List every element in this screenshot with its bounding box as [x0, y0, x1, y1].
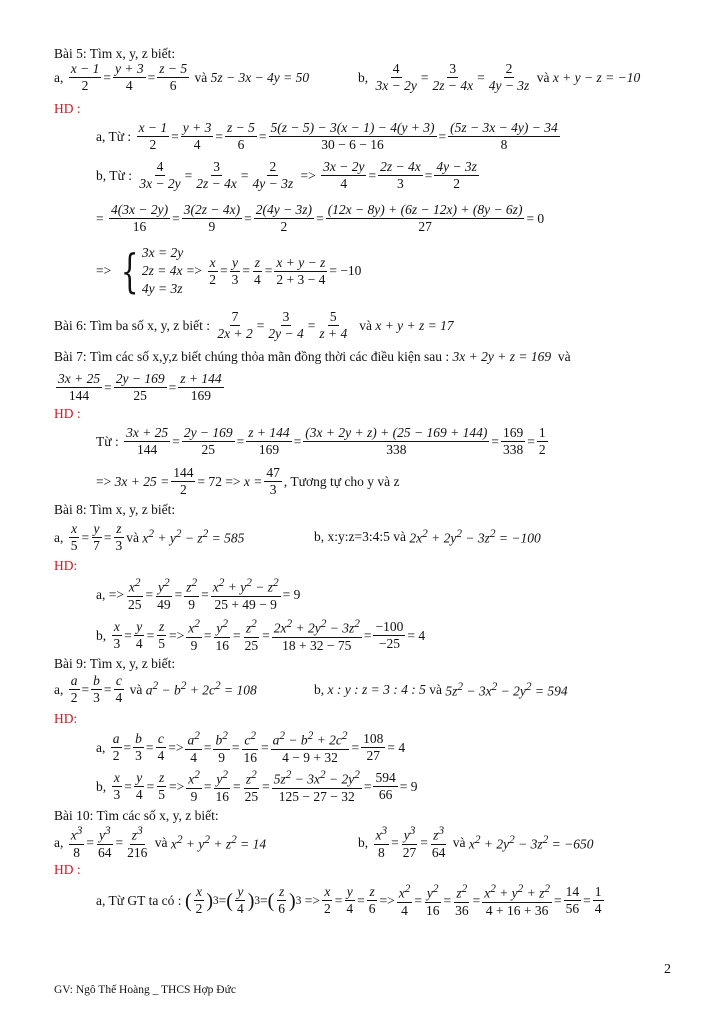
bai8-part-b: b, x:y:z=3:4:5 và $2x^2 + 2y^2 - 3z^2 = -100$: [314, 528, 541, 546]
bai5-solution-b2: = $\frac{4(3x - 2y)}{16}$ = $\frac{3(2z - 4x)}{9}$ = $\frac{2(4y - 3z)}{2}$ = $\frac{(12x - 8y) + (6z - 12x) + (8y - 6z)}{27}$ = 0: [96, 202, 545, 235]
bai8-part-a: a, $\frac{x}{5}$ = $\frac{y}{7}$ = $\frac{z}{3}$ và $x^2 + y^2 - z^2 = 585$: [54, 521, 245, 554]
bai10-part-b: b, $\frac{x^3}{8}$ = $\frac{y^3}{27}$ = $\frac{z^3}{64}$ và $x^2 + 2y^2 - 3z^2 = -650$: [358, 825, 594, 860]
bai10-solution-a: a, Từ GT ta có : ( $\frac{x}{2}$ ) 3 = ( $\frac{y}{4}$ ) 3 = ( $\frac{z}{6}$ ) 3 => $\frac{x}{2}$ = $\frac{y}{4}$ = $\frac{z}{6}$ => $\frac{x^2}{4}$ = $\frac{y^2}{16}$ = $\frac{z^2}{36}$ = $\frac{x^2 + y^2 + z^2}{4 + 16 + 36}$ = $\frac{14}{56}$ = $\frac{1}{4}$: [96, 883, 602, 918]
bai5-solution-b3: => { 3x = 2y 2z = 4x 4y = 3z => $\frac{x}{2}$ = $\frac{y}{3}$ = $\frac{z}{4}$ = $\frac{x + y - z}{2 + 3 - 4}$ = −10: [96, 243, 362, 298]
bai5-part-b: b, $\frac{4}{3x - 2y}$ = $\frac{3}{2z - 4x}$ = $\frac{2}{4y - 3z}$ và x + y − z = −10: [358, 61, 641, 94]
bai10-part-a: a, $\frac{x^3}{8}$ = $\frac{y^3}{64}$ = $\frac{z^3}{216}$ và $x^2 + y^2 + z^2 = 14$: [54, 825, 267, 860]
bai5-solution-a: a, Từ : $\frac{x - 1}{2}$ = $\frac{y + 3}{4}$ = $\frac{z - 5}{6}$ = $\frac{5(z - 5) - 3(x - 1) - 4(y + 3)}{30 - 6 - 16}$ = $\frac{(5z - 3x - 4y) - 34}{8}$: [96, 120, 558, 153]
bai5-part-a: a, $\frac{x - 1}{2}$ = $\frac{y + 3}{4}$ = $\frac{z - 5}{6}$ và 5z − 3x − 4y = 50: [54, 61, 310, 94]
bai8-solution-b: b, $\frac{x}{3}$ = $\frac{y}{4}$ = $\frac{z}{5}$ => $\frac{x^2}{9}$ = $\frac{y^2}{16}$ = $\frac{z^2}{25}$ = $\frac{2x^2 + 2y^2 - 3z^2}{18 + 32 - 75}$ = $\frac{-100}{-25}$ = 4: [96, 618, 426, 653]
bai5-solution-b1: b, Từ : $\frac{4}{3x - 2y}$ = $\frac{3}{2z - 4x}$ = $\frac{2}{4y - 3z}$ => $\frac{3x - 2y}{4}$ = $\frac{2z - 4x}{3}$ = $\frac{4y - 3z}{2}$: [96, 159, 477, 192]
bai7-solution-1: Từ : $\frac{3x + 25}{144}$ = $\frac{2y - 169}{25}$ = $\frac{z + 144}{169}$ = $\frac{(3x + 2y + z) + (25 - 169 + 144)}{338}$ = $\frac{169}{338}$ = $\frac{1}{2}$: [96, 425, 546, 458]
footer-author: GV: Ngô Thế Hoàng _ THCS Hợp Đức: [54, 984, 236, 996]
bai10-title: Bài 10: Tìm các số x, y, z biết:: [54, 808, 219, 823]
bai9-part-b: b, x : y : z = 3 : 4 : 5 và $5z^2 - 3x^2 - 2y^2 = 594$: [314, 681, 568, 699]
bai8-solution-a: a, => $\frac{x^2}{25}$ = $\frac{y^2}{49}$ = $\frac{z^2}{9}$ = $\frac{x^2 + y^2 - z^2}{25 + 49 - 9}$ = 9: [96, 577, 301, 612]
hd-label: HD:: [54, 558, 78, 573]
hd-label: HD :: [54, 862, 81, 877]
label-a: a,: [54, 69, 64, 85]
bai7-equation: $\frac{3x + 25}{144}$ = $\frac{2y - 169}{25}$ = $\frac{z + 144}{169}$: [58, 371, 222, 404]
bai9-solution-b: b, $\frac{x}{3}$ = $\frac{y}{4}$ = $\frac{z}{5}$ => $\frac{x^2}{9}$ = $\frac{y^2}{16}$ = $\frac{z^2}{25}$ = $\frac{5z^2 - 3x^2 - 2y^2}{125 - 27 - 32}$ = $\frac{594}{66}$ = 9: [96, 769, 418, 804]
bai9-solution-a: a, $\frac{a}{2}$ = $\frac{b}{3}$ = $\frac{c}{4}$ => $\frac{a^2}{4}$ = $\frac{b^2}{9}$ = $\frac{c^2}{16}$ = $\frac{a^2 - b^2 + 2c^2}{4 - 9 + 32}$ = $\frac{108}{27}$ = 4: [96, 730, 406, 765]
bai9-title: Bài 9: Tìm x, y, z biết:: [54, 656, 176, 671]
bai7-problem: Bài 7: Tìm các số x,y,z biết chúng thỏa mãn đồng thời các điều kiện sau : 3x + 2y + z = 169 và: [54, 349, 571, 364]
hd-label: HD :: [54, 406, 81, 421]
bai6-problem: Bài 6: Tìm ba số x, y, z biết : $\frac{7}{2x + 2}$ = $\frac{3}{2y - 4}$ = $\frac{5}{z + 4}$ và x + y + z = 17: [54, 309, 454, 342]
bai7-solution-2: => 3x + 25 = $\frac{144}{2}$ = 72 => x = $\frac{47}{3}$ , Tương tự cho y và z: [96, 465, 400, 498]
hd-label: HD:: [54, 711, 78, 726]
page-number: 2: [664, 962, 671, 977]
hd-label: HD :: [54, 101, 81, 116]
bai9-part-a: a, $\frac{a}{2}$ = $\frac{b}{3}$ = $\frac{c}{4}$ và $a^2 - b^2 + 2c^2 = 108$: [54, 673, 257, 706]
bai5-title: Bài 5: Tìm x, y, z biết:: [54, 46, 176, 61]
bai8-title: Bài 8: Tìm x, y, z biết:: [54, 502, 176, 517]
